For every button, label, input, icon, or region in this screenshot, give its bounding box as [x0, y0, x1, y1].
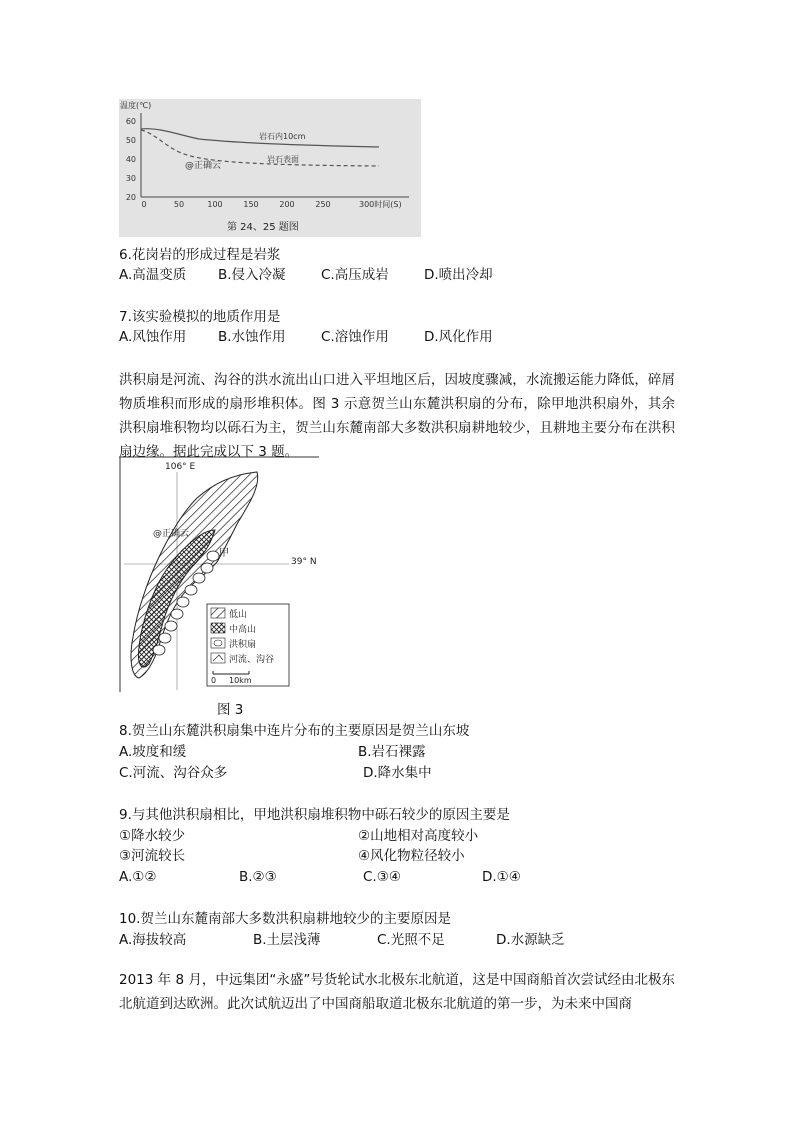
map-figure: [119, 452, 319, 692]
fig1-xtick: 250: [315, 200, 331, 209]
q6-option-a: A.高温变质: [119, 267, 187, 283]
label-inner: 岩石内10cm: [259, 132, 306, 141]
watermark: @正确云: [185, 161, 222, 171]
latitude-label: 39° N: [291, 557, 317, 567]
q7-option-d: D.风化作用: [424, 329, 493, 345]
legend-low-mountain: 低山: [229, 610, 248, 620]
q10-option-d: D.水源缺乏: [496, 932, 565, 948]
q9-option-c: C.③④: [363, 869, 401, 885]
fig1-ylabel: 温度(℃): [120, 101, 152, 110]
q6-option-b: B.侵入冷凝: [218, 267, 286, 283]
legend-river-valley: 河流、沟谷: [229, 655, 275, 665]
legend-mid-high-mountain: 中高山: [229, 625, 257, 635]
longitude-label: 106° E: [165, 462, 196, 472]
fig1-xtick-last: 300时间(S): [359, 200, 402, 209]
q9-item-1: ①降水较少: [119, 828, 186, 844]
q7-option-b: B.水蚀作用: [218, 329, 286, 345]
q9-option-d: D.①④: [482, 869, 521, 885]
passage-arctic-route: 2013 年 8 月，中远集团“永盛”号货轮试水北极东北航道，这是中国商船首次尝试经由北极东北航道到达欧洲。此次试航迈出了中国商船取道北极东北航道的第一步，为未来中国商: [119, 972, 675, 1012]
q6-stem: 6.花岗岩的形成过程是岩浆: [119, 247, 281, 263]
fig1-ytick: 60: [125, 117, 136, 126]
q6-option-c: C.高压成岩: [321, 267, 389, 283]
q7-option-c: C.溶蚀作用: [321, 329, 389, 345]
q10-option-b: B.土层浅薄: [253, 932, 321, 948]
passage-alluvial-fan: 洪积扇是河流、沟谷的洪水流出山口进入平坦地区后，因坡度骤减，水流搬运能力降低，碎屑物质堆积而形成的扇形堆积体。图 3 示意贺兰山东麓洪积扇的分布，除甲地洪积扇外，其余洪积扇堆积物均以砾石为主，贺兰山东麓南部大多数洪积扇耕地较少，且耕地主要分布在洪积扇边缘。据此完成以下 3 题。: [119, 372, 675, 460]
q6-option-d: D.喷出冷却: [424, 267, 493, 283]
q8-option-c: C.河流、沟谷众多: [119, 765, 228, 781]
scale-zero: 0: [211, 676, 217, 685]
q10-option-a: A.海拔较高: [119, 932, 187, 948]
fig1-ytick: 50: [125, 136, 136, 145]
q9-option-b: B.②③: [239, 869, 277, 885]
q9-option-a: A.①②: [119, 869, 157, 885]
fig2-caption: 图 3: [217, 702, 244, 718]
fig1-xtick: 50: [173, 200, 185, 209]
fig1-xtick: 100: [207, 200, 223, 209]
fig1-ytick: 30: [125, 174, 136, 183]
place-jia: 甲: [219, 548, 229, 559]
q9-stem: 9.与其他洪积扇相比，甲地洪积扇堆积物中砾石较少的原因主要是: [119, 807, 510, 823]
label-surface: 岩石表面: [267, 155, 299, 164]
q7-stem: 7.该实验模拟的地质作用是: [119, 309, 281, 325]
fig1-caption: 第 24、25 题图: [227, 222, 299, 233]
q8-option-d: D.降水集中: [363, 765, 432, 781]
q10-stem: 10.贺兰山东麓南部大多数洪积扇耕地较少的主要原因是: [119, 911, 451, 927]
fig1-xtick: 150: [243, 200, 259, 209]
q7-option-a: A.风蚀作用: [119, 329, 187, 345]
watermark: @正确云: [153, 529, 190, 539]
fig1-ytick: 20: [125, 193, 136, 202]
fig1-ytick: 40: [125, 155, 136, 164]
q8-option-b: B.岩石裸露: [358, 744, 426, 760]
fig1-xtick: 200: [279, 200, 295, 209]
q9-item-2: ②山地相对高度较小: [358, 828, 479, 844]
fig1-xtick: 0: [141, 200, 147, 209]
temperature-figure: [119, 99, 421, 237]
q9-item-4: ④风化物粒径较小: [358, 848, 465, 864]
legend-alluvial-fan: 洪积扇: [229, 640, 257, 650]
q10-option-c: C.光照不足: [377, 932, 445, 948]
q9-item-3: ③河流较长: [119, 848, 186, 864]
q8-stem: 8.贺兰山东麓洪积扇集中连片分布的主要原因是贺兰山东坡: [119, 723, 470, 739]
q8-option-a: A.坡度和缓: [119, 744, 187, 760]
scale-label: 10km: [229, 676, 252, 685]
